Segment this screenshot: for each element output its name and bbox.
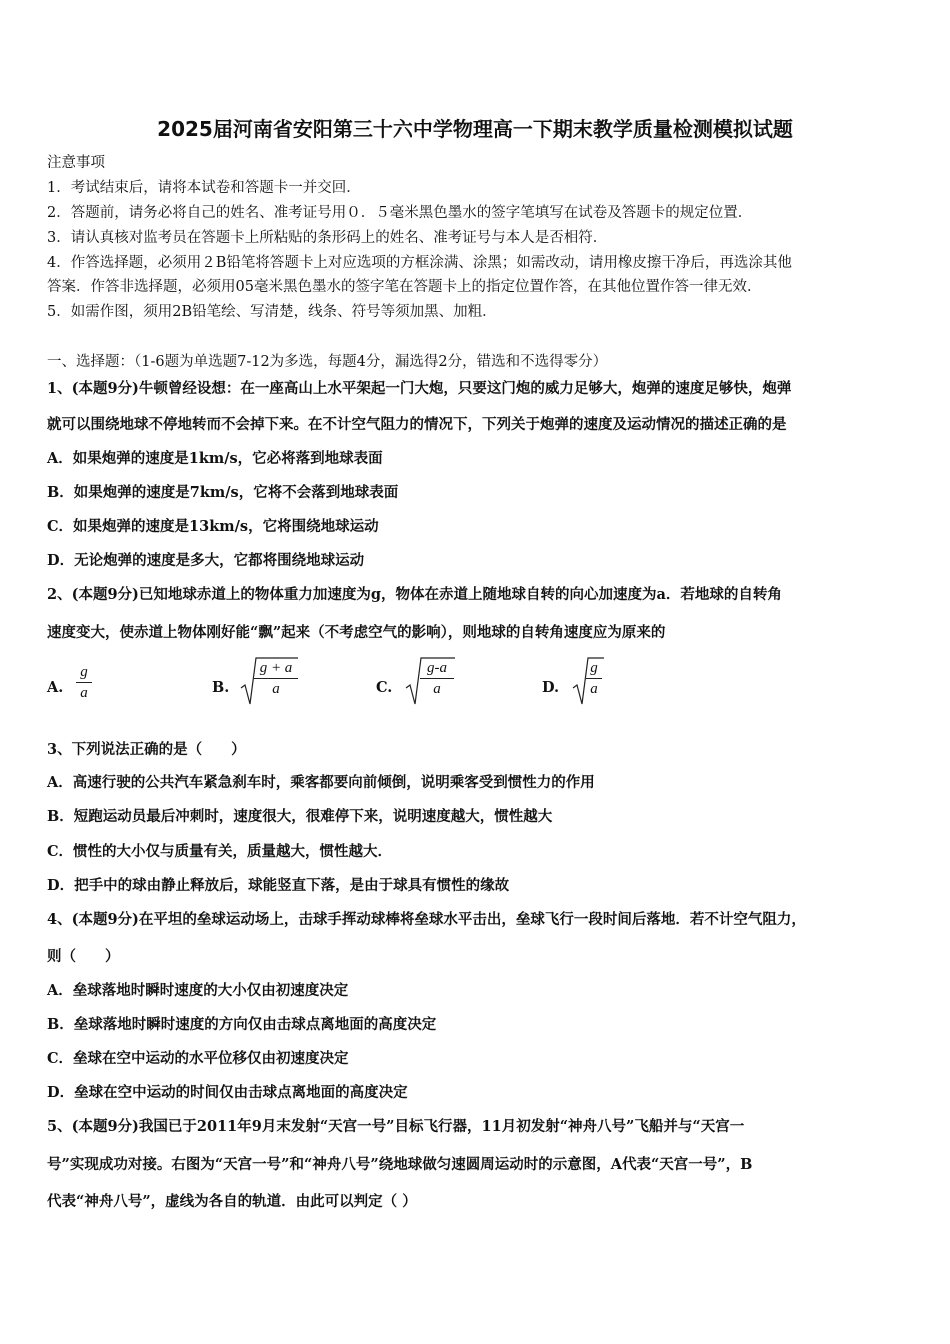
- question-3-stem: 3、下列说法正确的是（ ）: [47, 741, 246, 758]
- question-5-stem: 代表“神舟八号”，虚线为各自的轨道．由此可以判定（ ）: [47, 1193, 417, 1210]
- question-1-stem: 就可以围绕地球不停地转而不会掉下来。在不计空气阻力的情况下，下列关于炮弹的速度及运动情况的描述正确的是: [47, 416, 787, 433]
- notice-item: 5．如需作图，须用2B铅笔绘、写清楚，线条、符号等须加黑、加粗．: [47, 304, 497, 320]
- question-4-option-d: D．垒球在空中运动的时间仅由击球点离地面的高度决定: [47, 1084, 408, 1101]
- question-1-option-b: B．如果炮弹的速度是7km/s，它将不会落到地球表面: [47, 484, 399, 501]
- question-2-stem: 2、(本题9分)已知地球赤道上的物体重力加速度为g，物体在赤道上随地球自转的向心加速度为a．若地球的自转角: [47, 586, 782, 603]
- fraction-g-over-a: g a: [76, 662, 92, 703]
- question-2-stem: 速度变大，使赤道上物体刚好能“飘”起来（不考虑空气的影响），则地球的自转角速度应为原来的: [47, 624, 666, 641]
- question-1-option-d: D．无论炮弹的速度是多大，它都将围绕地球运动: [47, 552, 365, 569]
- notice-item: 1．考试结束后，请将本试卷和答题卡一并交回．: [47, 180, 361, 196]
- notice-item: 2．答题前，请务必将自己的姓名、准考证号用０．５毫米黑色墨水的签字笔填写在试卷及答题卡的规定位置．: [47, 205, 753, 221]
- notice-heading: 注意事项: [47, 155, 105, 171]
- fraction-g-plus-a-over-a: g + a a: [254, 658, 298, 699]
- question-4-stem: 4、(本题9分)在平坦的垒球运动场上，击球手挥动球棒将垒球水平击出，垒球飞行一段时间后落地．若不计空气阻力，: [47, 911, 806, 928]
- question-1-option-c: C．如果炮弹的速度是13km/s，它将围绕地球运动: [47, 518, 379, 535]
- question-2-option-d-label: D.: [542, 679, 560, 696]
- question-4-option-c: C．垒球在空中运动的水平位移仅由初速度决定: [47, 1050, 349, 1067]
- fraction-g-minus-a-over-a: g-a a: [420, 658, 454, 699]
- question-3-option-b: B．短跑运动员最后冲刺时，速度很大，很难停下来，说明速度越大，惯性越大: [47, 808, 553, 825]
- question-5-stem: 号”实现成功对接。右图为“天宫一号”和“神舟八号”绕地球做匀速圆周运动时的示意图，A代表“天宫一号”，B: [47, 1156, 753, 1173]
- fraction-sqrt-g-over-a: g a: [586, 658, 602, 699]
- question-3-option-d: D．把手中的球由静止释放后，球能竖直下落，是由于球具有惯性的缘故: [47, 877, 510, 894]
- question-1-option-a: A．如果炮弹的速度是1km/s，它必将落到地球表面: [47, 450, 383, 467]
- question-2-option-b-label: B.: [212, 679, 230, 696]
- question-2-option-c-label: C.: [376, 679, 393, 696]
- question-3-option-c: C．惯性的大小仅与质量有关，质量越大，惯性越大．: [47, 843, 393, 860]
- notice-item: 3．请认真核对监考员在答题卡上所粘贴的条形码上的姓名、准考证号与本人是否相符．: [47, 230, 608, 246]
- question-2-option-a-label: A.: [47, 679, 64, 696]
- question-4-stem: 则（ ）: [47, 948, 120, 965]
- section-heading: 一、选择题：（1-6题为单选题7-12为多选，每题4分，漏选得2分，错选和不选得零分）: [47, 354, 608, 370]
- question-5-stem: 5、(本题9分)我国已于2011年9月末发射“天宫一号”目标飞行器，11月初发射“神舟八号”飞船并与“天宫一: [47, 1118, 745, 1135]
- question-1-stem: 1、(本题9分)牛顿曾经设想：在一座高山上水平架起一门大炮，只要这门炮的威力足够大，炮弹的速度足够快，炮弹: [47, 380, 792, 397]
- notice-item: 答案．作答非选择题，必须用05毫米黑色墨水的签字笔在答题卡上的指定位置作答，在其他位置作答一律无效．: [47, 279, 762, 295]
- question-4-option-b: B．垒球落地时瞬时速度的方向仅由击球点离地面的高度决定: [47, 1016, 437, 1033]
- notice-item: 4．作答选择题，必须用２B铅笔将答题卡上对应选项的方框涂满、涂黑；如需改动，请用橡皮擦干净后，再选涂其他: [47, 255, 792, 271]
- question-3-option-a: A．高速行驶的公共汽车紧急刹车时，乘客都要向前倾倒，说明乘客受到惯性力的作用: [47, 774, 595, 791]
- page-title: 2025届河南省安阳第三十六中学物理高一下期末教学质量检测模拟试题: [157, 117, 793, 141]
- question-4-option-a: A．垒球落地时瞬时速度的大小仅由初速度决定: [47, 982, 349, 999]
